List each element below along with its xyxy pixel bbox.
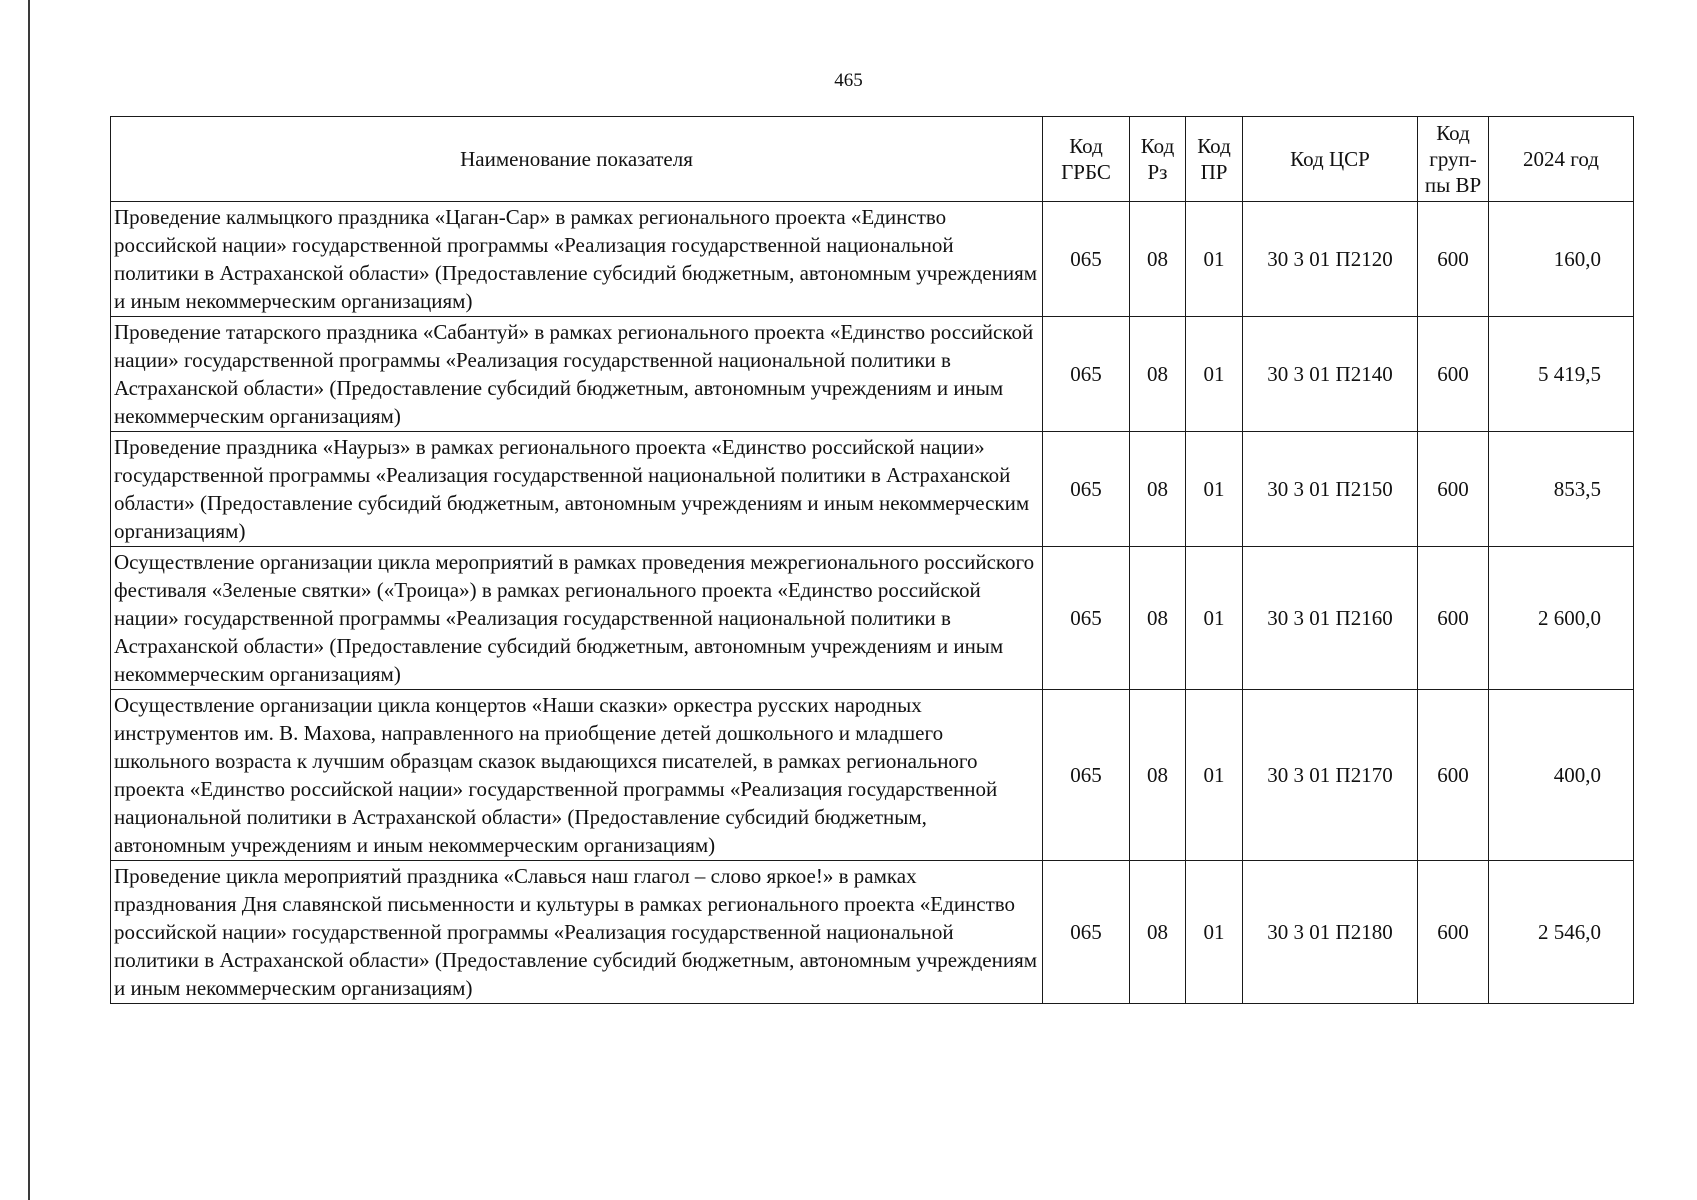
table-row <box>111 317 1634 432</box>
row-csr: 30 3 01 П2150 <box>1243 432 1418 547</box>
row-name: Проведение цикла мероприятий праздника «Славься наш глагол – слово яркое!» в рамках празднования Дня славянской письменности и культуры в рамках регионального проекта «Единство российской нации» государственной программы «Реализация государственной национальной политики в Астраханской области» (Предоставление субсидий бюджетным, автономным учреждениям и иным некоммерческим организациям) <box>111 861 1043 1004</box>
row-grbs: 065 <box>1043 317 1130 432</box>
header-grbs: Код ГРБС <box>1043 117 1130 202</box>
row-vr: 600 <box>1418 202 1489 317</box>
row-amount: 160,0 <box>1489 202 1634 317</box>
row-grbs: 065 <box>1043 432 1130 547</box>
table-header-row <box>111 117 1634 202</box>
row-amount: 400,0 <box>1489 690 1634 861</box>
table-row <box>111 861 1634 1004</box>
row-grbs: 065 <box>1043 690 1130 861</box>
binding-edge-line <box>28 0 30 1200</box>
row-name: Проведение калмыцкого праздника «Цаган-Сар» в рамках регионального проекта «Единство российской нации» государственной программы «Реализация государственной национальной политики в Астраханской области» (Предоставление субсидий бюджетным, автономным учреждениям и иным некоммерческим организациям) <box>111 202 1043 317</box>
row-grbs: 065 <box>1043 202 1130 317</box>
row-rz: 08 <box>1130 547 1186 690</box>
table-row <box>111 547 1634 690</box>
budget-table <box>110 116 1634 1004</box>
table-row <box>111 202 1634 317</box>
row-csr: 30 3 01 П2120 <box>1243 202 1418 317</box>
row-amount: 5 419,5 <box>1489 317 1634 432</box>
row-vr: 600 <box>1418 861 1489 1004</box>
row-rz: 08 <box>1130 202 1186 317</box>
row-amount: 2 600,0 <box>1489 547 1634 690</box>
row-rz: 08 <box>1130 861 1186 1004</box>
row-vr: 600 <box>1418 432 1489 547</box>
header-rz: Код Рз <box>1130 117 1186 202</box>
row-name: Осуществление организации цикла концертов «Наши сказки» оркестра русских народных инструментов им. В. Махова, направленного на приобщение детей дошкольного и младшего школьного возраста к лучшим образцам сказок выдающихся писателей, в рамках регионального проекта «Единство российской нации» государственной программы «Реализация государственной национальной политики в Астраханской области» (Предоставление субсидий бюджетным, автономным учреждениям и иным некоммерческим организациям) <box>111 690 1043 861</box>
row-amount: 853,5 <box>1489 432 1634 547</box>
row-pr: 01 <box>1186 861 1243 1004</box>
row-vr: 600 <box>1418 690 1489 861</box>
row-grbs: 065 <box>1043 861 1130 1004</box>
table-row <box>111 690 1634 861</box>
page-number: 465 <box>834 70 863 91</box>
header-name: Наименование показателя <box>111 117 1043 202</box>
row-vr: 600 <box>1418 317 1489 432</box>
row-vr: 600 <box>1418 547 1489 690</box>
table-row <box>111 432 1634 547</box>
row-name: Проведение татарского праздника «Сабантуй» в рамках регионального проекта «Единство российской нации» государственной программы «Реализация государственной национальной политики в Астраханской области» (Предоставление субсидий бюджетным, автономным учреждениям и иным некоммерческим организациям) <box>111 317 1043 432</box>
row-amount: 2 546,0 <box>1489 861 1634 1004</box>
header-vr: Код груп-пы ВР <box>1418 117 1489 202</box>
row-csr: 30 3 01 П2180 <box>1243 861 1418 1004</box>
row-rz: 08 <box>1130 432 1186 547</box>
row-pr: 01 <box>1186 547 1243 690</box>
row-rz: 08 <box>1130 317 1186 432</box>
row-csr: 30 3 01 П2170 <box>1243 690 1418 861</box>
row-name: Проведение праздника «Наурыз» в рамках регионального проекта «Единство российской нации» государственной программы «Реализация государственной национальной политики в Астраханской области» (Предоставление субсидий бюджетным, автономным учреждениям и иным некоммерческим организациям) <box>111 432 1043 547</box>
row-csr: 30 3 01 П2140 <box>1243 317 1418 432</box>
row-pr: 01 <box>1186 432 1243 547</box>
header-pr: Код ПР <box>1186 117 1243 202</box>
header-csr: Код ЦСР <box>1243 117 1418 202</box>
row-rz: 08 <box>1130 690 1186 861</box>
header-year: 2024 год <box>1489 117 1634 202</box>
row-pr: 01 <box>1186 202 1243 317</box>
row-grbs: 065 <box>1043 547 1130 690</box>
row-pr: 01 <box>1186 690 1243 861</box>
row-name: Осуществление организации цикла мероприятий в рамках проведения межрегионального российского фестиваля «Зеленые святки» («Троица») в рамках регионального проекта «Единство российской нации» государственной программы «Реализация государственной национальной политики в Астраханской области» (Предоставление субсидий бюджетным, автономным учреждениям и иным некоммерческим организациям) <box>111 547 1043 690</box>
row-pr: 01 <box>1186 317 1243 432</box>
row-csr: 30 3 01 П2160 <box>1243 547 1418 690</box>
